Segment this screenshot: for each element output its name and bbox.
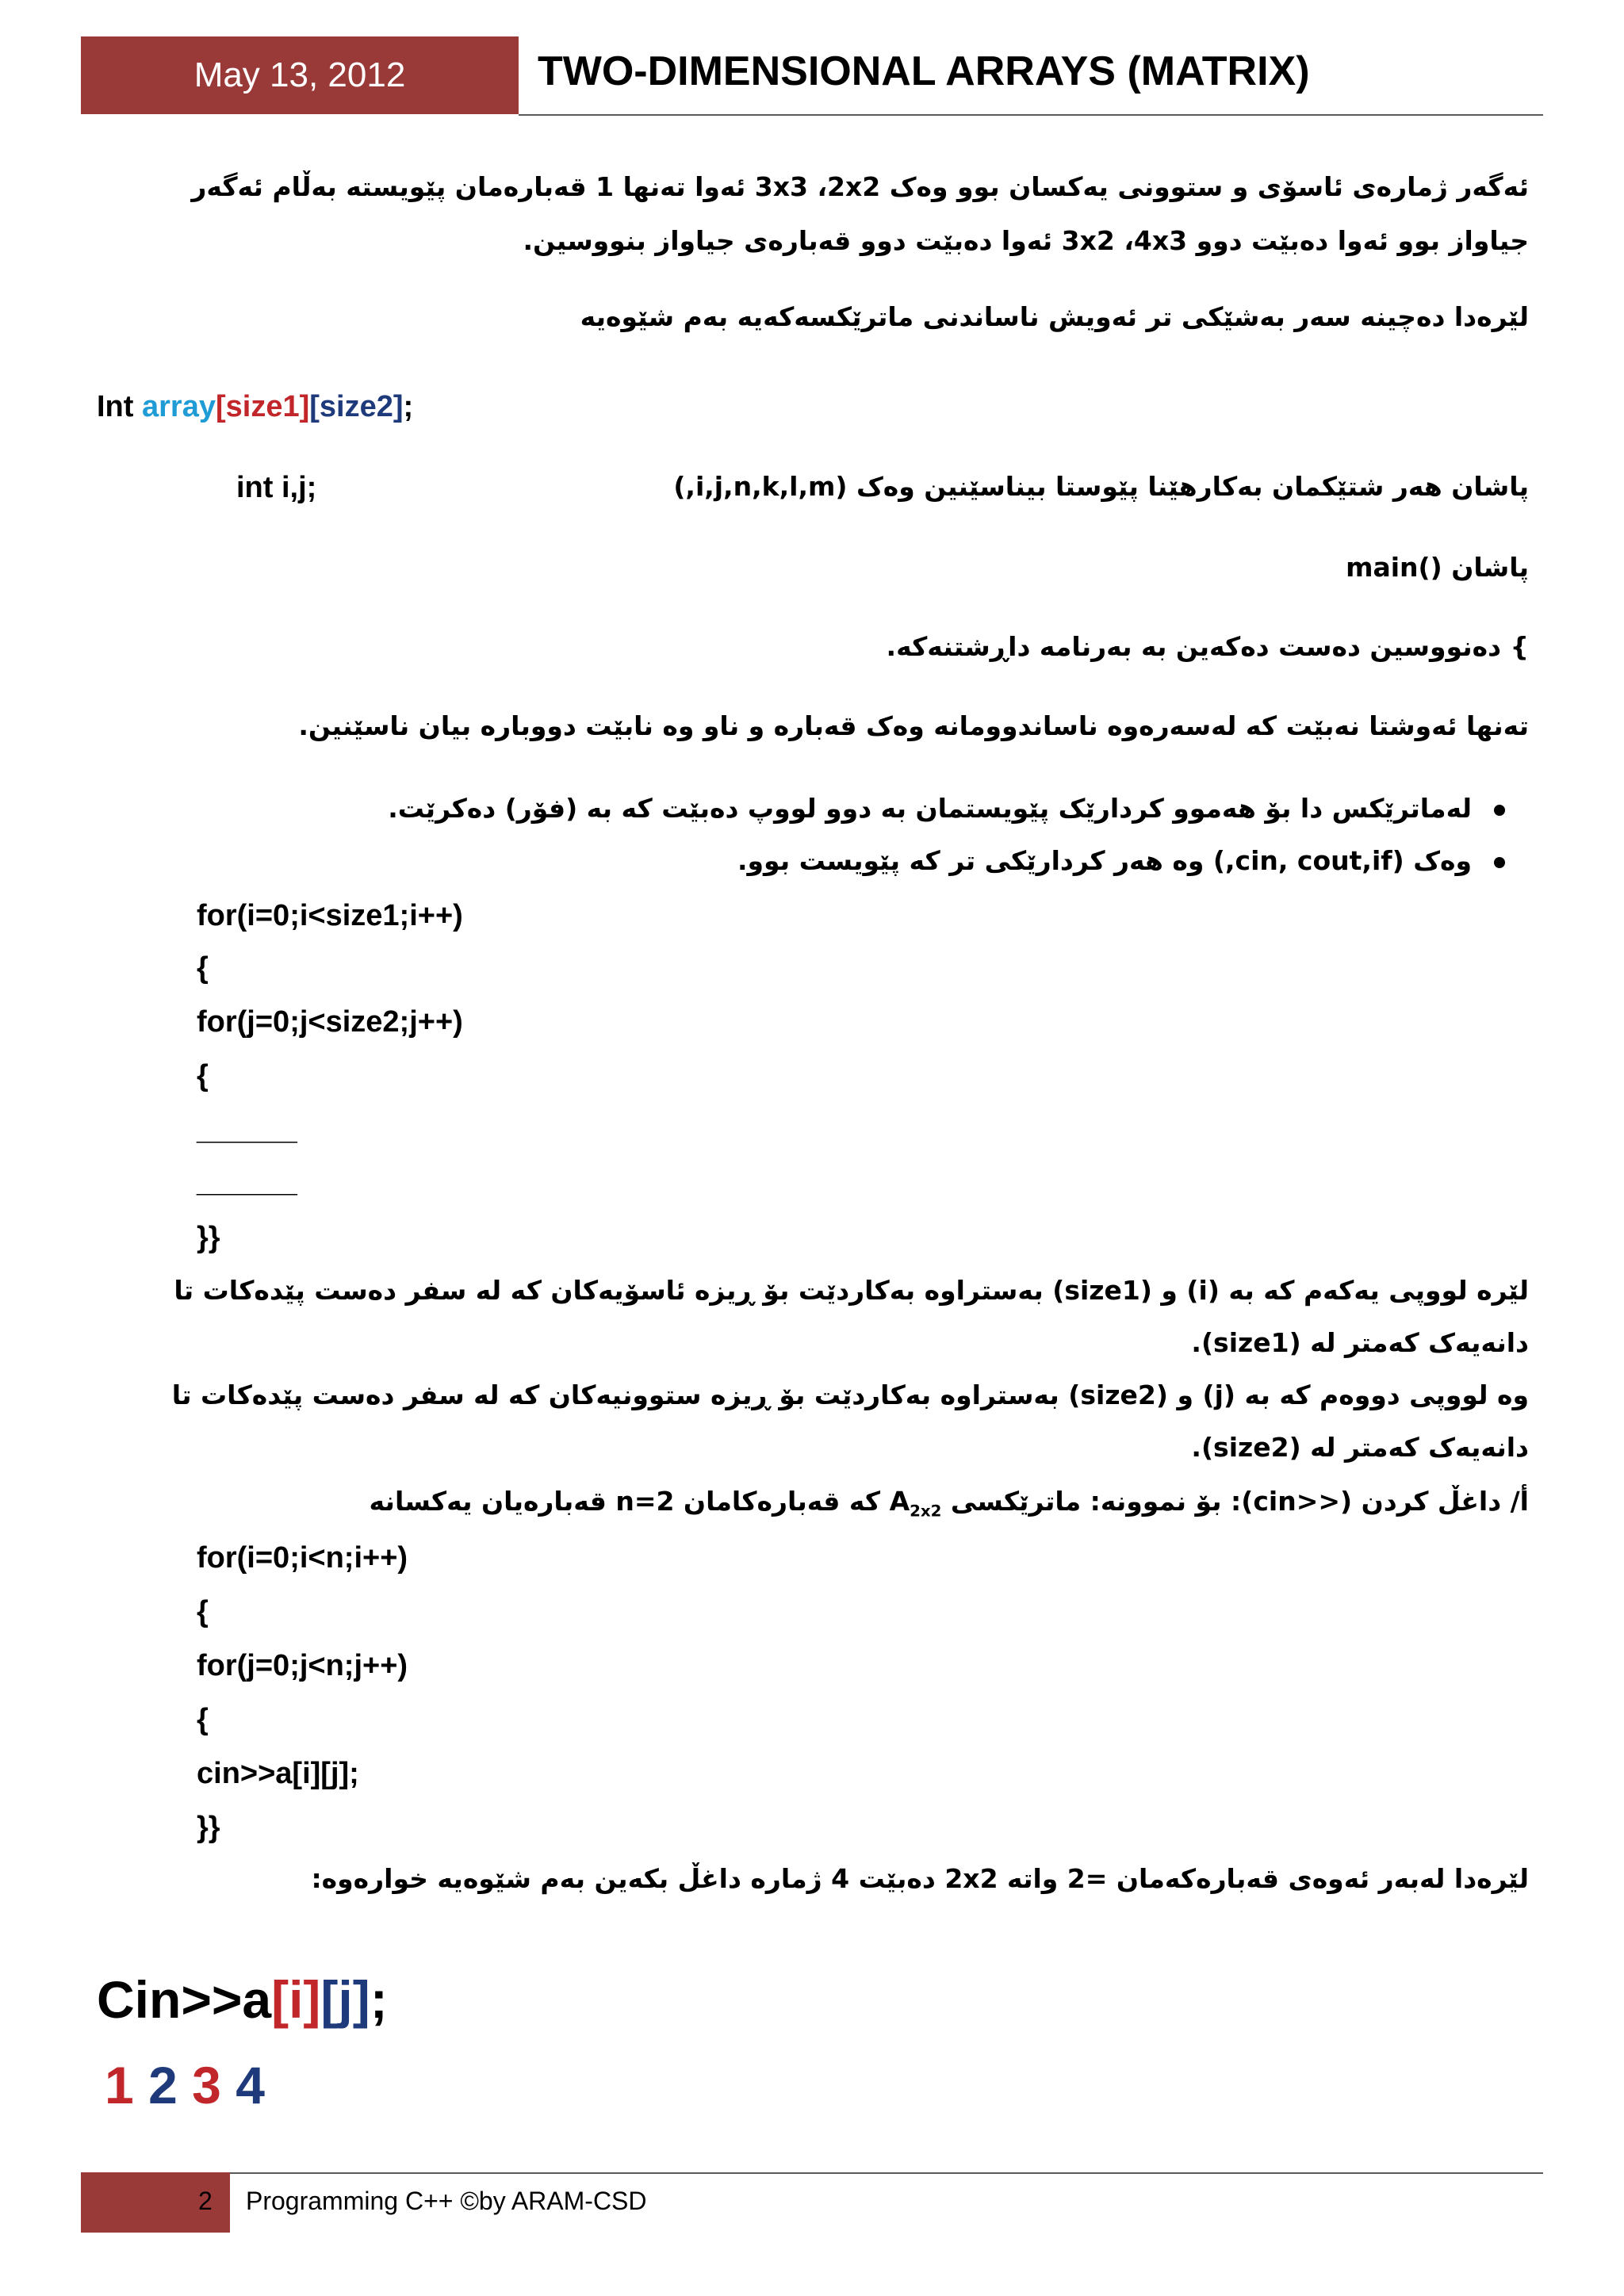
code-line: {	[197, 951, 209, 985]
bullet-item: لەماترێکس دا بۆ هەموو کردارێک پێویستمان بە دوو لووپ دەبێت کە بە (فۆر) دەکرێت.	[388, 793, 1505, 824]
main-text: پاشان ()main	[1346, 552, 1529, 583]
code-line: for(j=0;j<n;j++)	[197, 1649, 408, 1682]
code-line: for(i=0;i<n;i++)	[197, 1541, 408, 1575]
number-value: 4	[236, 2056, 265, 2114]
intro-line-1: ئەگەر ژمارەی ئاسۆی و ستوونی یەکسان بوو وەک 3x3 ،2x2 ئەوا تەنها 1 قەبارەمان پێویستە بەڵام ئەگەر	[191, 171, 1529, 202]
explain-line-2: دانەیەک کەمتر لە (size1).	[1191, 1327, 1529, 1358]
code-line: for(j=0;j<size2;j++)	[197, 1005, 463, 1039]
bullet-item: وەک (cin, cout,if,) وە هەر کردارێکی تر کە پێویست بوو.	[737, 845, 1505, 876]
code-line: }}	[197, 1221, 220, 1254]
explain-line-5: أ/ داغڵ کردن (<<cin): بۆ نموونە: ماترێکسی $A_{2x2}$ کە قەبارەکامان n=2 قەبارەیان یەکسانە	[369, 1486, 1529, 1521]
cin-example	[97, 1969, 388, 2030]
code-line: for(i=0;i<size1;i++)	[197, 899, 463, 932]
vars-code: int i,j;	[236, 471, 317, 504]
array-declaration	[97, 390, 413, 424]
decl-end: ;	[403, 390, 414, 423]
explain-line-1: لێرە لووپی یەکەم کە بە (i) و (size1) بەستراوە بەکاردێت بۆ ڕیزە ئاسۆیەکان کە لە سفر دەست پێدەکات تا	[174, 1275, 1529, 1306]
decl-dim1: [size1]	[215, 390, 310, 423]
explain-line-4: دانەیەک کەمتر لە (size2).	[1191, 1432, 1529, 1463]
brace-text: } دەنووسین دەست دەکەین بە بەرنامە داڕشتنەکە.	[886, 631, 1529, 662]
code-line: }}	[197, 1811, 220, 1844]
code-line: ______	[197, 1165, 297, 1199]
decl-dim2: [size2]	[309, 390, 404, 423]
cin-index-i: [i]	[271, 1970, 321, 2029]
decl-type: Int	[97, 390, 134, 423]
footer-text: Programming C++ ©by ARAM-CSD	[246, 2187, 647, 2215]
after-code-text: لێرەدا لەبەر ئەوەی قەبارەکەمان =2 واتە 2x2 دەبێت 4 ژمارە داغڵ بکەین بەم شێوەیە خوارەوە:	[311, 1863, 1529, 1894]
cin-prefix: Cin>>a	[97, 1970, 272, 2029]
cin-end: ;	[370, 1970, 388, 2029]
header-date: May 13, 2012	[81, 36, 519, 114]
page-number: 2	[198, 2187, 213, 2215]
number-value: 3	[192, 2056, 221, 2114]
vars-text: پاشان هەر شتێکمان بەکارهێنا پێوستا بیناسێنین وەک (i,j,n,k,l,m,)	[673, 471, 1529, 502]
code-line: ______	[197, 1113, 297, 1146]
bullet-dot	[1494, 857, 1505, 868]
intro-line-3: لێرەدا دەچینە سەر بەشێکی تر ئەویش ناساندنی ماترێکسەکەیە بەم شێوەیە	[580, 301, 1529, 332]
code-line: cin>>a[i][j];	[197, 1757, 359, 1790]
number-value: 1	[105, 2056, 134, 2114]
header-divider	[519, 114, 1543, 116]
footer-divider	[230, 2172, 1543, 2174]
cin-index-j: [j]	[320, 1970, 370, 2029]
number-value: 2	[148, 2056, 178, 2114]
intro-line-2: جیاواز بوو ئەوا دەبێت دوو 3x2 ،4x3 ئەوا دەبێت دوو قەبارەی جیاواز بنووسین.	[523, 225, 1529, 256]
code-line: {	[197, 1703, 209, 1736]
note-text: تەنها ئەوشتا نەبێت کە لەسەرەوە ناساندوومانە وەک قەبارە و ناو وە نابێت دووبارە بیان ناسێنین.	[298, 710, 1529, 741]
decl-name: array	[142, 390, 216, 423]
bullet-dot	[1494, 805, 1505, 816]
page-title: TWO-DIMENSIONAL ARRAYS (MATRIX)	[538, 48, 1310, 94]
explain-line-3: وە لووپی دووەم کە بە (j) و (size2) بەستراوە بەکاردێت بۆ ڕیزە ستوونیەکان کە لە سفر دەست پێدەکات تا	[171, 1380, 1529, 1410]
code-line: {	[197, 1595, 209, 1628]
code-line: {	[197, 1059, 209, 1093]
number-sequence	[105, 2055, 265, 2115]
